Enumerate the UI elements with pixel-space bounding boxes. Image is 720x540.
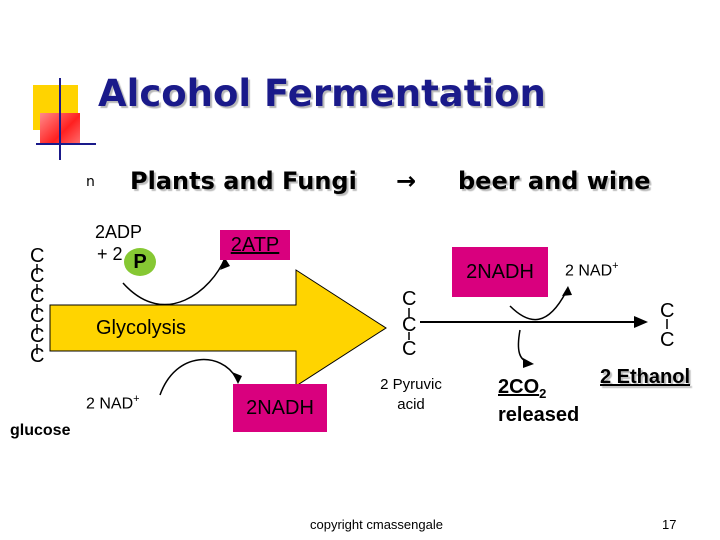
nadh-bottom-box (233, 384, 327, 432)
co2-label (498, 376, 546, 401)
nad-in-text: 2 NAD (86, 395, 134, 413)
glucose-label: glucose (10, 422, 71, 439)
co2-curve-head (523, 358, 534, 368)
page-number: 17 (662, 517, 677, 532)
nad-out-sup: + (612, 260, 619, 272)
nadh-bottom-label: 2NADH (246, 396, 314, 419)
pyruvic-line1: 2 Pyruvic (380, 376, 442, 393)
nad-in-label (86, 393, 140, 413)
nadh-top-label: 2NADH (466, 260, 534, 283)
phosphate-label: P (133, 250, 147, 273)
phosphate-icon (124, 248, 156, 276)
adp-label: 2ADP (95, 222, 143, 242)
atp-label: 2ATP (230, 233, 280, 256)
subtitle-right: beer and wine (458, 167, 651, 195)
nadh-curve-head (232, 372, 242, 384)
glucose-carbon: C (30, 265, 45, 287)
co2-main: 2CO (498, 376, 540, 398)
page-title: Alcohol Fermentation (98, 72, 546, 115)
pyruvic-carbon: C (402, 338, 417, 360)
glucose-carbon: C (30, 325, 45, 347)
glucose-carbon: C (30, 245, 45, 267)
nad-curve-head (562, 286, 572, 296)
nadh-curve (160, 360, 236, 395)
co2-curve (518, 330, 528, 362)
co2-sub: 2 (539, 386, 547, 401)
pyruvic-carbon: C (402, 288, 417, 310)
glucose-carbon: C (30, 285, 45, 307)
adp-plus-label: + 2 (97, 244, 123, 264)
glucose-carbon: C (30, 345, 45, 367)
ethanol-carbon: C (660, 300, 675, 322)
co2-released-label: released (498, 404, 580, 426)
atp-box (220, 230, 290, 260)
nadh-top-box (452, 247, 548, 297)
fermentation-arrow-head (634, 316, 648, 328)
ethanol-label: 2 Ethanol (600, 366, 691, 388)
pyruvic-carbon: C (402, 314, 417, 336)
nad-in-sup: + (133, 393, 140, 405)
copyright-text: copyright cmassengale (310, 517, 443, 532)
ethanol-carbon: C (660, 329, 675, 351)
nad-out-text: 2 NAD (565, 262, 613, 280)
glucose-carbon: C (30, 305, 45, 327)
nad-out-label (565, 260, 619, 280)
glycolysis-label: Glycolysis (96, 317, 187, 339)
pyruvic-line2: acid (397, 396, 425, 413)
pyruvic-label (362, 375, 460, 415)
bullet-icon: n (86, 174, 95, 190)
subtitle-left: Plants and Fungi (130, 167, 357, 195)
arrow-right-icon: → (396, 167, 417, 195)
